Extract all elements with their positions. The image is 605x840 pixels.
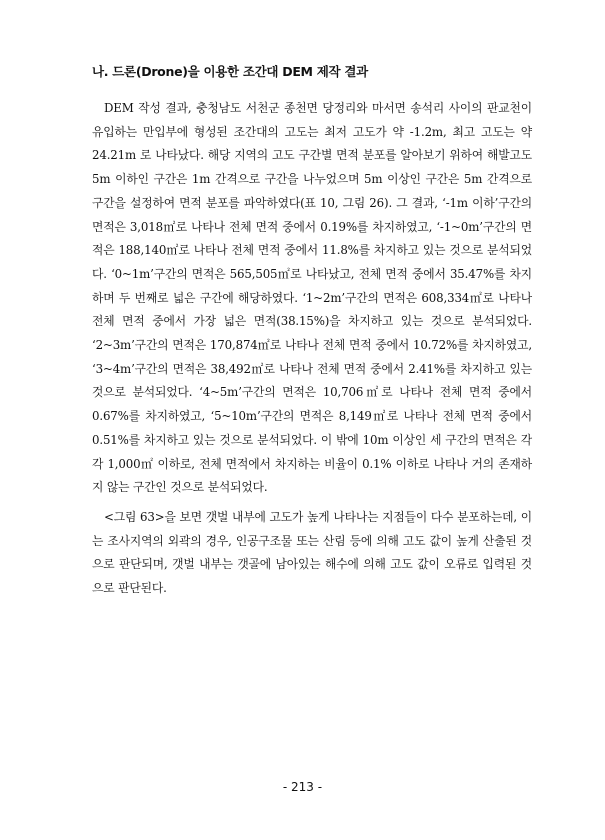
- paragraph-1-text: DEM 작성 결과, 충청남도 서천군 종천면 당정리와 마서면 송석리 사이의 판교천이 유입하는 만입부에 형성된 조간대의 고도는 최저 고도가 약 -1.2m, 최고 고도는 약 24.21m 로 나타났다. 해당 지역의 고도 구간별 면적 분포를 알아보기 위하여 해발고도 5m 이하인 구간은 1m 간격으로 구간을 나누었으며 5m 이상인 구간은 5m 간격으로 구간을 설정하여 면적 분포를 파악하였다(표 10, 그림 26). 그 결과, ‘-1m 이하’구간의 면적은 3,018㎡로 나타나 전체 면적 중에서 0.19%를 차지하였고, ‘-1~0m’구간의 면적은 188,140㎡로 나타나 전체 면적 중에서 11.8%를 차지하고 있는 것으로 분석되었다. ‘0~1m’구간의 면적은 565,505㎡로 나타났고, 전체 면적 중에서 35.47%를 차지하며 두 번째로 넓은 구간에 해당하였다. ‘1~2m’구간의 면적은 608,334㎡로 나타나 전체 면적 중에서 가장 넓은 면적(38.15%)을 차지하고 있는 것으로 분석되었다. ‘2~3m’구간의 면적은 170,874㎡로 나타나 전체 면적 중에서 10.72%를 차지하였고, ‘3~4m’구간의 면적은 38,492㎡로 나타나 전체 면적 중에서 2.41%를 차지하고 있는 것으로 분석되었다. ‘4~5m’구간의 면적은 10,706㎡로 나타나 전체 면적 중에서 0.67%를 차지하였고, ‘5~10m’구간의 면적은 8,149㎡로 나타나 전체 면적 중에서 0.51%를 차지하고 있는 것으로 분석되었다. 이 밖에 10m 이상인 세 구간의 면적은 각각 1,000㎡ 이하로, 전체 면적에서 차지하는 비율이 0.1% 이하로 나타나 거의 존재하지 않는 구간인 것으로 분석되었다.: [92, 101, 532, 495]
- paragraph-2-text: <그림 63>을 보면 갯벌 내부에 고도가 높게 나타나는 지점들이 다수 분포하는데, 이는 조사지역의 외곽의 경우, 인공구조물 또는 산림 등에 의해 고도 값이 높게 산출된 것으로 판단되며, 갯벌 내부는 갯골에 남아있는 해수에 의해 고도 값이 오류로 입력된 것으로 판단된다.: [92, 510, 532, 596]
- page-number: - 213 -: [282, 780, 323, 794]
- body-paragraph-1: [92, 97, 532, 500]
- section-heading: 나. 드론(Drone)을 이용한 조간대 DEM 제작 결과: [92, 64, 368, 79]
- body-paragraph-2: [92, 506, 532, 601]
